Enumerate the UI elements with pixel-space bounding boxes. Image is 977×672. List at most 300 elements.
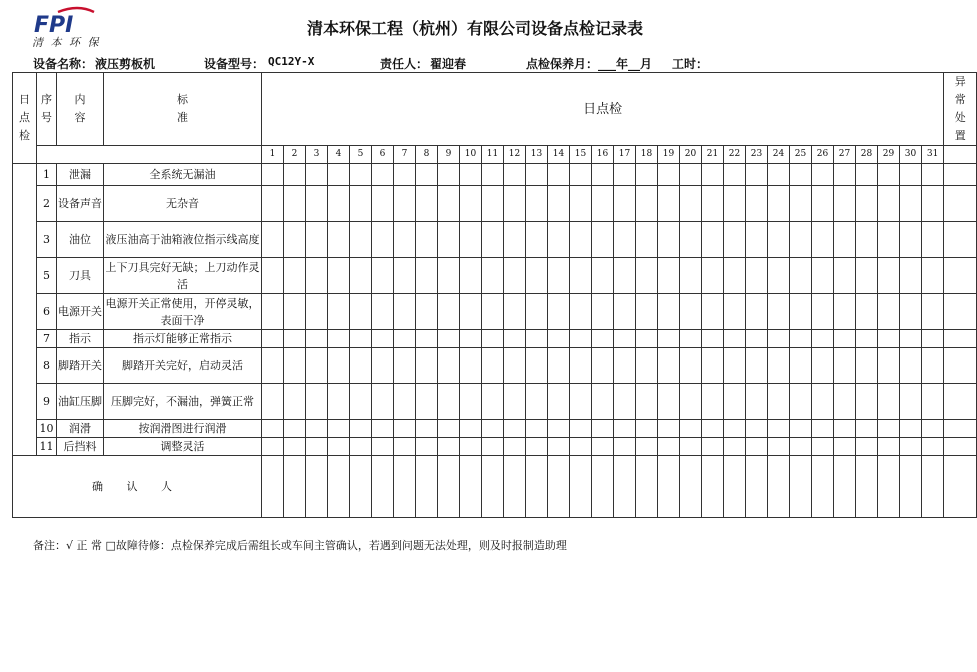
check-cell[interactable] [746,164,768,186]
check-cell[interactable] [878,222,900,258]
check-cell[interactable] [482,384,504,420]
check-cell[interactable] [548,438,570,456]
check-cell[interactable] [878,348,900,384]
abnormal-cell[interactable] [944,222,977,258]
check-cell[interactable] [416,164,438,186]
check-cell[interactable] [724,330,746,348]
check-cell[interactable] [922,294,944,330]
check-cell[interactable] [702,294,724,330]
check-cell[interactable] [614,438,636,456]
confirm-cell[interactable] [592,456,614,518]
check-cell[interactable] [768,348,790,384]
check-cell[interactable] [416,330,438,348]
check-cell[interactable] [548,294,570,330]
check-cell[interactable] [570,330,592,348]
check-cell[interactable] [922,438,944,456]
check-cell[interactable] [922,330,944,348]
check-cell[interactable] [526,222,548,258]
check-cell[interactable] [614,348,636,384]
check-cell[interactable] [394,294,416,330]
confirm-cell[interactable] [416,456,438,518]
check-cell[interactable] [438,438,460,456]
check-cell[interactable] [328,258,350,294]
check-cell[interactable] [658,420,680,438]
check-cell[interactable] [812,438,834,456]
check-cell[interactable] [592,348,614,384]
check-cell[interactable] [570,438,592,456]
check-cell[interactable] [922,384,944,420]
check-cell[interactable] [504,164,526,186]
check-cell[interactable] [636,348,658,384]
check-cell[interactable] [548,186,570,222]
check-cell[interactable] [680,222,702,258]
check-cell[interactable] [416,222,438,258]
check-cell[interactable] [394,258,416,294]
check-cell[interactable] [350,222,372,258]
check-cell[interactable] [834,258,856,294]
check-cell[interactable] [438,384,460,420]
check-cell[interactable] [614,164,636,186]
check-cell[interactable] [724,348,746,384]
check-cell[interactable] [614,384,636,420]
check-cell[interactable] [306,294,328,330]
check-cell[interactable] [482,222,504,258]
confirm-cell[interactable] [504,456,526,518]
check-cell[interactable] [856,294,878,330]
check-cell[interactable] [790,258,812,294]
check-cell[interactable] [394,330,416,348]
check-cell[interactable] [394,164,416,186]
check-cell[interactable] [768,294,790,330]
check-cell[interactable] [592,438,614,456]
check-cell[interactable] [548,384,570,420]
check-cell[interactable] [768,186,790,222]
check-cell[interactable] [438,330,460,348]
confirm-cell[interactable] [438,456,460,518]
abnormal-cell[interactable] [944,186,977,222]
check-cell[interactable] [790,164,812,186]
check-cell[interactable] [526,348,548,384]
check-cell[interactable] [636,164,658,186]
check-cell[interactable] [856,348,878,384]
check-cell[interactable] [372,330,394,348]
confirm-cell[interactable] [394,456,416,518]
check-cell[interactable] [680,258,702,294]
check-cell[interactable] [350,294,372,330]
check-cell[interactable] [526,258,548,294]
check-cell[interactable] [262,164,284,186]
check-cell[interactable] [922,186,944,222]
check-cell[interactable] [834,330,856,348]
check-cell[interactable] [482,348,504,384]
check-cell[interactable] [262,348,284,384]
check-cell[interactable] [768,258,790,294]
check-cell[interactable] [702,438,724,456]
check-cell[interactable] [592,294,614,330]
check-cell[interactable] [482,438,504,456]
check-cell[interactable] [768,384,790,420]
check-cell[interactable] [636,258,658,294]
check-cell[interactable] [658,222,680,258]
check-cell[interactable] [768,330,790,348]
check-cell[interactable] [526,330,548,348]
check-cell[interactable] [724,294,746,330]
check-cell[interactable] [570,164,592,186]
confirm-cell[interactable] [922,456,944,518]
check-cell[interactable] [460,348,482,384]
check-cell[interactable] [856,186,878,222]
confirm-cell[interactable] [372,456,394,518]
check-cell[interactable] [482,330,504,348]
check-cell[interactable] [790,294,812,330]
check-cell[interactable] [834,348,856,384]
check-cell[interactable] [702,384,724,420]
check-cell[interactable] [812,384,834,420]
check-cell[interactable] [658,258,680,294]
check-cell[interactable] [702,330,724,348]
check-cell[interactable] [614,330,636,348]
check-cell[interactable] [416,438,438,456]
check-cell[interactable] [570,294,592,330]
check-cell[interactable] [548,222,570,258]
check-cell[interactable] [724,384,746,420]
check-cell[interactable] [372,294,394,330]
check-cell[interactable] [636,420,658,438]
check-cell[interactable] [284,294,306,330]
confirm-cell[interactable] [702,456,724,518]
check-cell[interactable] [636,222,658,258]
check-cell[interactable] [680,420,702,438]
check-cell[interactable] [746,186,768,222]
check-cell[interactable] [724,222,746,258]
check-cell[interactable] [702,420,724,438]
check-cell[interactable] [900,186,922,222]
check-cell[interactable] [504,222,526,258]
check-cell[interactable] [570,420,592,438]
check-cell[interactable] [394,222,416,258]
check-cell[interactable] [350,384,372,420]
check-cell[interactable] [592,330,614,348]
check-cell[interactable] [328,348,350,384]
check-cell[interactable] [372,420,394,438]
check-cell[interactable] [790,384,812,420]
check-cell[interactable] [790,348,812,384]
check-cell[interactable] [394,348,416,384]
check-cell[interactable] [922,258,944,294]
check-cell[interactable] [482,294,504,330]
confirm-cell[interactable] [548,456,570,518]
check-cell[interactable] [416,258,438,294]
check-cell[interactable] [834,384,856,420]
check-cell[interactable] [636,438,658,456]
check-cell[interactable] [416,384,438,420]
check-cell[interactable] [328,438,350,456]
check-cell[interactable] [284,222,306,258]
check-cell[interactable] [460,258,482,294]
check-cell[interactable] [592,222,614,258]
check-cell[interactable] [526,186,548,222]
check-cell[interactable] [680,164,702,186]
check-cell[interactable] [350,438,372,456]
check-cell[interactable] [328,384,350,420]
check-cell[interactable] [372,222,394,258]
check-cell[interactable] [702,164,724,186]
check-cell[interactable] [328,420,350,438]
check-cell[interactable] [284,164,306,186]
check-cell[interactable] [724,420,746,438]
check-cell[interactable] [504,258,526,294]
confirm-cell[interactable] [306,456,328,518]
check-cell[interactable] [592,420,614,438]
check-cell[interactable] [658,186,680,222]
check-cell[interactable] [394,438,416,456]
check-cell[interactable] [812,258,834,294]
abnormal-cell[interactable] [944,384,977,420]
check-cell[interactable] [592,258,614,294]
check-cell[interactable] [416,294,438,330]
check-cell[interactable] [834,420,856,438]
check-cell[interactable] [658,384,680,420]
check-cell[interactable] [856,164,878,186]
check-cell[interactable] [526,384,548,420]
check-cell[interactable] [262,330,284,348]
check-cell[interactable] [438,222,460,258]
abnormal-cell[interactable] [944,438,977,456]
check-cell[interactable] [306,164,328,186]
check-cell[interactable] [790,330,812,348]
check-cell[interactable] [306,438,328,456]
confirm-cell[interactable] [680,456,702,518]
check-cell[interactable] [900,384,922,420]
check-cell[interactable] [262,420,284,438]
confirm-cell[interactable] [834,456,856,518]
check-cell[interactable] [460,330,482,348]
check-cell[interactable] [482,258,504,294]
check-cell[interactable] [372,438,394,456]
confirm-cell[interactable] [482,456,504,518]
check-cell[interactable] [526,420,548,438]
check-cell[interactable] [680,186,702,222]
check-cell[interactable] [482,186,504,222]
check-cell[interactable] [460,294,482,330]
check-cell[interactable] [548,258,570,294]
check-cell[interactable] [900,348,922,384]
check-cell[interactable] [350,164,372,186]
check-cell[interactable] [460,438,482,456]
check-cell[interactable] [834,294,856,330]
confirm-cell[interactable] [724,456,746,518]
check-cell[interactable] [900,330,922,348]
check-cell[interactable] [812,294,834,330]
check-cell[interactable] [504,186,526,222]
check-cell[interactable] [658,330,680,348]
check-cell[interactable] [680,330,702,348]
check-cell[interactable] [724,186,746,222]
check-cell[interactable] [504,384,526,420]
check-cell[interactable] [394,186,416,222]
confirm-cell[interactable] [658,456,680,518]
check-cell[interactable] [746,222,768,258]
check-cell[interactable] [416,420,438,438]
check-cell[interactable] [746,294,768,330]
check-cell[interactable] [900,258,922,294]
check-cell[interactable] [460,222,482,258]
abnormal-cell[interactable] [944,258,977,294]
check-cell[interactable] [438,258,460,294]
check-cell[interactable] [724,438,746,456]
check-cell[interactable] [878,384,900,420]
check-cell[interactable] [526,164,548,186]
check-cell[interactable] [262,258,284,294]
confirm-cell[interactable] [812,456,834,518]
check-cell[interactable] [900,294,922,330]
check-cell[interactable] [702,222,724,258]
check-cell[interactable] [592,186,614,222]
check-cell[interactable] [416,348,438,384]
confirm-cell[interactable] [900,456,922,518]
check-cell[interactable] [284,186,306,222]
check-cell[interactable] [504,294,526,330]
check-cell[interactable] [460,420,482,438]
abnormal-cell[interactable] [944,330,977,348]
check-cell[interactable] [768,438,790,456]
check-cell[interactable] [856,258,878,294]
check-cell[interactable] [460,186,482,222]
check-cell[interactable] [526,294,548,330]
check-cell[interactable] [636,330,658,348]
check-cell[interactable] [262,186,284,222]
abnormal-cell[interactable] [944,164,977,186]
abnormal-cell[interactable] [944,348,977,384]
check-cell[interactable] [790,420,812,438]
check-cell[interactable] [306,348,328,384]
check-cell[interactable] [812,222,834,258]
confirm-cell[interactable] [328,456,350,518]
check-cell[interactable] [790,186,812,222]
check-cell[interactable] [834,164,856,186]
check-cell[interactable] [680,294,702,330]
check-cell[interactable] [548,348,570,384]
check-cell[interactable] [306,222,328,258]
check-cell[interactable] [306,186,328,222]
check-cell[interactable] [878,294,900,330]
check-cell[interactable] [328,294,350,330]
confirm-cell[interactable] [460,456,482,518]
check-cell[interactable] [680,348,702,384]
check-cell[interactable] [658,294,680,330]
check-cell[interactable] [482,420,504,438]
confirm-cell[interactable] [350,456,372,518]
check-cell[interactable] [504,438,526,456]
check-cell[interactable] [262,438,284,456]
check-cell[interactable] [372,164,394,186]
confirm-cell[interactable] [614,456,636,518]
check-cell[interactable] [636,384,658,420]
check-cell[interactable] [460,164,482,186]
check-cell[interactable] [592,384,614,420]
check-cell[interactable] [438,294,460,330]
check-cell[interactable] [790,438,812,456]
check-cell[interactable] [262,222,284,258]
check-cell[interactable] [262,294,284,330]
check-cell[interactable] [570,186,592,222]
check-cell[interactable] [812,330,834,348]
check-cell[interactable] [702,348,724,384]
check-cell[interactable] [834,186,856,222]
check-cell[interactable] [658,348,680,384]
check-cell[interactable] [856,384,878,420]
check-cell[interactable] [548,420,570,438]
check-cell[interactable] [856,420,878,438]
check-cell[interactable] [548,164,570,186]
confirm-abnormal-cell[interactable] [944,456,977,518]
check-cell[interactable] [614,186,636,222]
check-cell[interactable] [856,222,878,258]
check-cell[interactable] [416,186,438,222]
check-cell[interactable] [306,330,328,348]
confirm-cell[interactable] [636,456,658,518]
check-cell[interactable] [372,384,394,420]
check-cell[interactable] [614,420,636,438]
check-cell[interactable] [614,258,636,294]
check-cell[interactable] [812,186,834,222]
check-cell[interactable] [834,438,856,456]
check-cell[interactable] [614,294,636,330]
check-cell[interactable] [482,164,504,186]
check-cell[interactable] [724,258,746,294]
check-cell[interactable] [702,186,724,222]
check-cell[interactable] [284,330,306,348]
check-cell[interactable] [768,420,790,438]
check-cell[interactable] [878,258,900,294]
check-cell[interactable] [328,222,350,258]
check-cell[interactable] [746,330,768,348]
check-cell[interactable] [922,420,944,438]
check-cell[interactable] [350,420,372,438]
check-cell[interactable] [746,384,768,420]
check-cell[interactable] [812,348,834,384]
check-cell[interactable] [746,258,768,294]
check-cell[interactable] [394,420,416,438]
check-cell[interactable] [438,348,460,384]
confirm-cell[interactable] [768,456,790,518]
check-cell[interactable] [900,222,922,258]
check-cell[interactable] [438,164,460,186]
check-cell[interactable] [834,222,856,258]
check-cell[interactable] [526,438,548,456]
abnormal-cell[interactable] [944,420,977,438]
check-cell[interactable] [504,420,526,438]
check-cell[interactable] [372,258,394,294]
abnormal-cell[interactable] [944,294,977,330]
check-cell[interactable] [548,330,570,348]
check-cell[interactable] [878,164,900,186]
check-cell[interactable] [284,438,306,456]
check-cell[interactable] [680,384,702,420]
confirm-cell[interactable] [746,456,768,518]
check-cell[interactable] [636,294,658,330]
check-cell[interactable] [284,258,306,294]
check-cell[interactable] [812,164,834,186]
check-cell[interactable] [746,348,768,384]
confirm-cell[interactable] [526,456,548,518]
check-cell[interactable] [350,186,372,222]
check-cell[interactable] [372,186,394,222]
check-cell[interactable] [856,330,878,348]
check-cell[interactable] [284,384,306,420]
check-cell[interactable] [878,330,900,348]
check-cell[interactable] [900,438,922,456]
